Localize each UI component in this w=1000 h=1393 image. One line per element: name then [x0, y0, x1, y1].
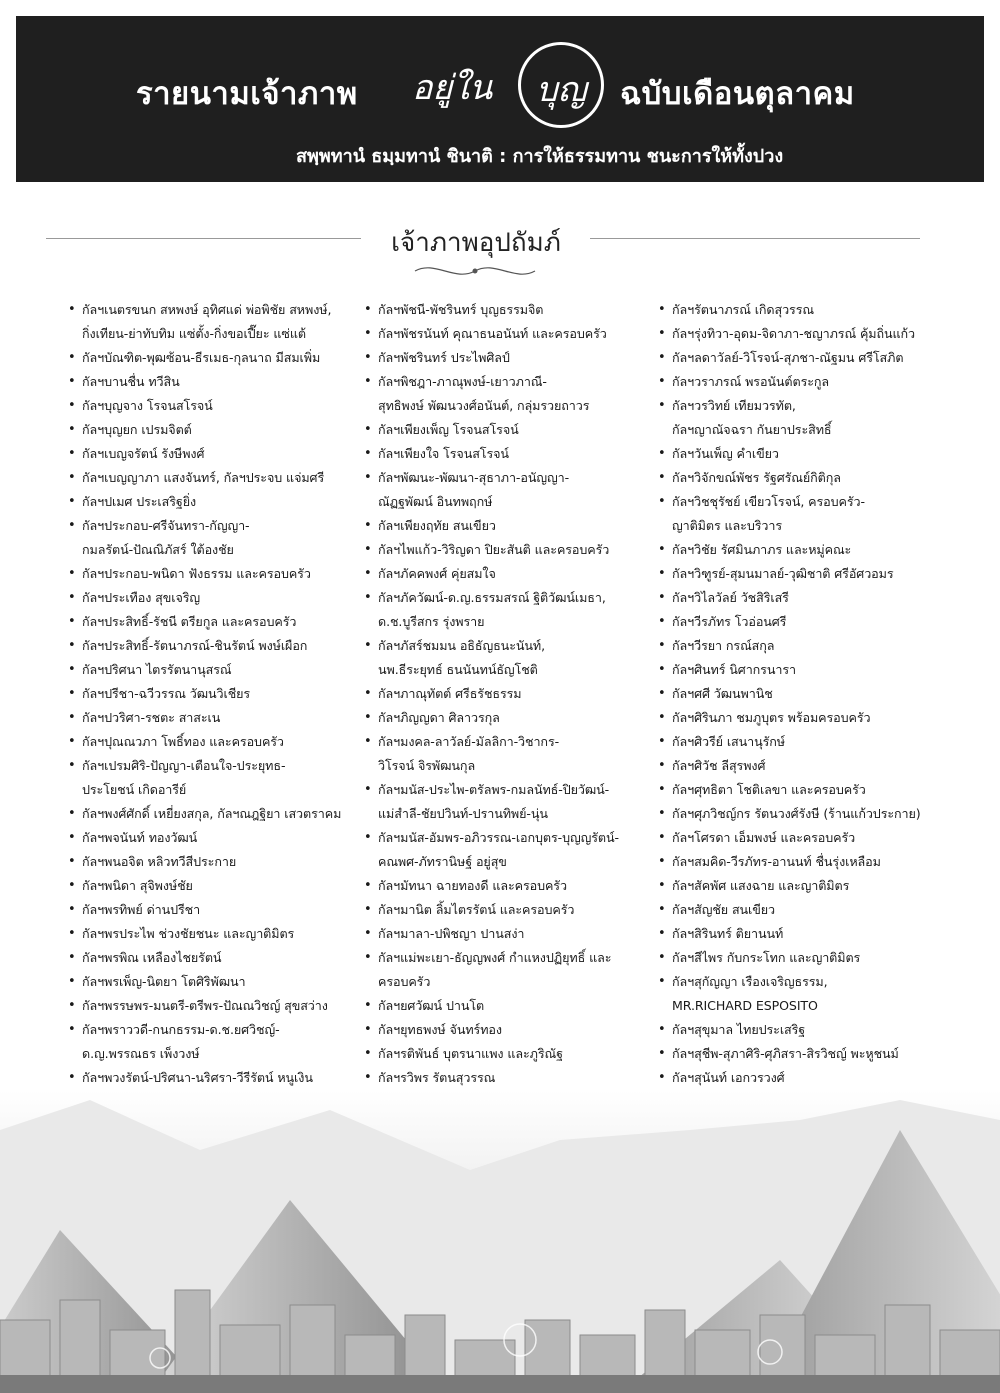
magazine-logo	[398, 38, 624, 130]
sponsor-name-item: • กัลฯรุ่งทิวา-อุดม-จิดาภา-ชญาภรณ์ คุ้มถิ่นแก้ว	[656, 322, 956, 346]
sponsor-name-item: • กัลฯปรีชา-ฉวีวรรณ วัฒนวิเชียร	[66, 682, 366, 706]
sponsor-name-item: • กัลฯภิญญดา ศิลาวรกุล	[362, 706, 662, 730]
sponsor-name-item: • กัลฯยศวัฒน์ ปานโต	[362, 994, 662, 1018]
sponsor-name-item: • กัลฯปริศนา ไตรรัตนานุสรณ์	[66, 658, 366, 682]
sponsor-name-item: • กัลฯวันเพ็ญ คำเขียว	[656, 442, 956, 466]
sponsor-name-item: • กัลฯพนิดา สุจิพงษ์ชัย	[66, 874, 366, 898]
sponsor-name-item: • กัลฯวีรยา กรณ์สกุล	[656, 634, 956, 658]
sponsor-name-item: • กัลฯภาณุทัตต์ ศรีธรัชธรรม	[362, 682, 662, 706]
sponsor-name-item: • กัลฯสีไพร กับกระโทก และญาติมิตร	[656, 946, 956, 970]
sponsor-name-item: • กัลฯภัสร์ชมมน อธิธัญธนะนันท์, นพ.ธีระยุทธ์ ธนนันทน์ธัญโชติ	[362, 634, 662, 682]
sponsor-name-item: • กัลฯสิรินทร์ ติยานนท์	[656, 922, 956, 946]
sponsor-name-item: • กัลฯภัคคพงศ์ คุ่ยสมใจ	[362, 562, 662, 586]
sponsor-name-item: • กัลฯพจนันท์ ทองวัฒน์	[66, 826, 366, 850]
flourish-ornament-icon	[410, 260, 540, 282]
sponsor-name-item: • กัลฯบุญจาง โรจนสโรจน์	[66, 394, 366, 418]
sponsor-name-item: • กัลฯภัควัฒน์-ด.ญ.ธรรมสรณ์ ฐิติวัฒน์เมธา, ด.ช.บูรีสกร รุ่งพราย	[362, 586, 662, 634]
sponsor-name-item: • กัลฯโศรดา เอ็มพงษ์ และครอบครัว	[656, 826, 956, 850]
header-title-left: รายนามเจ้าภาพ	[136, 76, 358, 112]
sponsor-name-item: • กัลฯวราภรณ์ พรอนันต์ตระกูล	[656, 370, 956, 394]
sponsor-name-item: • กัลฯพวงรัตน์-ปริศนา-นริศรา-วีรีรัตน์ หนูเงิน	[66, 1066, 366, 1090]
sponsor-name-item: • กัลฯศิวรีย์ เสนานุรักษ์	[656, 730, 956, 754]
sponsor-name-item: • กัลฯไพแก้ว-วิริญดา ปิยะสันติ และครอบครัว	[362, 538, 662, 562]
sponsor-name-item: • กัลฯศุภวิชญ์กร รัตนวงศ์รังษี (ร้านแก้วประกาย)	[656, 802, 956, 826]
sponsor-name-item: • กัลฯบุญยก เปรมจิตต์	[66, 418, 366, 442]
sponsor-name-item: • กัลฯรติพันธ์ บุตรนาแพง และภูริณัฐ	[362, 1042, 662, 1066]
sponsor-name-item: • กัลฯวิชัย รัศมินภาภร และหมู่คณะ	[656, 538, 956, 562]
sponsor-name-item: • กัลฯวิไลวัลย์ วัชสิริเสรี	[656, 586, 956, 610]
sponsor-name-item: • กัลฯมาลา-ปพิชญา ปานสง่า	[362, 922, 662, 946]
sponsor-name-item: • กัลฯยุทธพงษ์ จันทร์ทอง	[362, 1018, 662, 1042]
sponsor-name-item: • กัลฯประเทือง สุขเจริญ	[66, 586, 366, 610]
sponsor-name-item: • กัลฯลดาวัลย์-วิโรจน์-สุภชา-ณัฐมน ศรีโสภิต	[656, 346, 956, 370]
sponsor-name-item: • กัลฯเบญญาภา แสงจันทร์, กัลฯประจบ แจ่มศรี	[66, 466, 366, 490]
pyramid-city-illustration	[0, 1090, 1000, 1393]
sponsor-name-item: • กัลฯรวิพร รัตนสุวรรณ	[362, 1066, 662, 1090]
sponsor-name-item: • กัลฯพัชรนันท์ คุณาธนอนันท์ และครอบครัว	[362, 322, 662, 346]
sponsor-name-item: • กัลฯสัญชัย สนเขียว	[656, 898, 956, 922]
sponsor-name-item: • กัลฯพรรษพร-มนตรี-ตรีพร-ปัณณวิชญ์ สุขสว่าง	[66, 994, 366, 1018]
sponsor-name-item: • กัลฯมนัส-ประไพ-ตรัลพร-กมลนัทธ์-ปิยวัฒน์- แม่สำลี-ชัยปวินท์-ปรานทิพย์-นุ่น	[362, 778, 662, 826]
sponsor-name-item: • กัลฯศินทร์ นิศากรนารา	[656, 658, 956, 682]
sponsor-name-item: • กัลฯมนัส-อัมพร-อภิวรรณ-เอกบุตร-บุญญรัตน์- คณพศ-ภัทรานิษฐ์ อยู่สุข	[362, 826, 662, 874]
heading-rule-right	[590, 238, 920, 239]
sponsor-name-item: • กัลฯวีรภัทร โวอ่อนศรี	[656, 610, 956, 634]
header-title-right: ฉบับเดือนตุลาคม	[620, 76, 855, 112]
sponsor-name-item: • กัลฯศุทธิตา โชติเลขา และครอบครัว	[656, 778, 956, 802]
sponsor-name-item: • กัลฯปเมศ ประเสริฐยิ่ง	[66, 490, 366, 514]
sponsor-name-item: • กัลฯประกอบ-ศรีจันทรา-กัญญา- กมลรัตน์-ปัณณิภัสร์ ใต้องชัย	[66, 514, 366, 562]
sponsor-name-item: • กัลฯมงคล-ลาวัลย์-มัลลิกา-วิชากร- วิโรจน์ จิรพัฒนกุล	[362, 730, 662, 778]
sponsor-name-item: • กัลฯพัชรินทร์ ประไพศิลป์	[362, 346, 662, 370]
sponsor-name-item: • กัลฯวิจักขณ์พัชร รัฐศรัณย์กิติกุล	[656, 466, 956, 490]
sponsor-name-item: • กัลฯสุชีพ-สุภาศิริ-ศุภิสรา-สิรวิชญ์ พะหูชนม์	[656, 1042, 956, 1066]
sponsor-name-item: • กัลฯแม่พะเยา-ธัญญพงศ์ กำแหงปฏิยุทธิ์ และครอบครัว	[362, 946, 662, 994]
sponsor-column-2	[362, 298, 662, 1114]
sponsor-name-item: • กัลฯพิชฎา-ภาณุพงษ์-เยาวภาณี- สุทธิพงษ์ พัฒนวงศ์อนันต์, กลุ่มรวยถาวร	[362, 370, 662, 418]
sponsor-name-item: • กัลฯเปรมศิริ-ปัญญา-เตือนใจ-ประยุทธ- ประโยชน์ เกิดอารีย์	[66, 754, 366, 802]
heading-rule-left	[46, 238, 361, 239]
sponsor-name-item: • กัลฯสัคพัศ แสงฉาย และญาติมิตร	[656, 874, 956, 898]
sponsor-name-item: • กัลฯพรเพ็ญ-นิตยา โตศิริพัฒนา	[66, 970, 366, 994]
sponsor-name-item: • กัลฯประสิทธิ์-รัตนาภรณ์-ชินรัตน์ พงษ์เผือก	[66, 634, 366, 658]
sponsor-name-item: • กัลฯเพียงเพ็ญ โรจนสโรจน์	[362, 418, 662, 442]
sponsor-name-item: • กัลฯมัทนา ฉายทองดี และครอบครัว	[362, 874, 662, 898]
sponsor-column-3	[656, 298, 956, 1090]
sponsor-name-item: • กัลฯพรพิณ เหลืองไชยรัตน์	[66, 946, 366, 970]
sponsor-column-1	[66, 298, 366, 1090]
sponsor-name-item: • กัลฯพราววดี-กนกธรรม-ด.ช.ยศวิชญ์- ด.ญ.พรรณธร เพ็งวงษ์	[66, 1018, 366, 1066]
sponsor-name-item: • กัลฯศศี วัฒนพานิช	[656, 682, 956, 706]
logo-number: บุญ	[536, 70, 587, 110]
sponsor-name-item: • กัลฯสุกัญญา เรืองเจริญธรรม, MR.RICHARD ESPOSITO	[656, 970, 956, 1018]
sponsor-name-item: • กัลฯปวริศา-รชตะ สาสะเน	[66, 706, 366, 730]
sponsor-name-item: • กัลฯพงศ์ศักดิ์ เหยี่ยงสกุล, กัลฯณฎฐิยา เสวตราคม	[66, 802, 366, 826]
sponsor-name-item: • กัลฯพรทิพย์ ด่านปรีชา	[66, 898, 366, 922]
sponsor-name-item: • กัลฯรัตนาภรณ์ เกิดสุวรรณ	[656, 298, 956, 322]
sponsor-name-item: • กัลฯเพียงฤทัย สนเขียว	[362, 514, 662, 538]
sponsor-name-item: • กัลฯวิชชุรัชย์ เขียวโรจน์, ครอบครัว- ญาติมิตร และบริวาร	[656, 490, 956, 538]
sponsor-name-item: • กัลฯวรวิทย์ เทียมวรทัต, กัลฯญาณัจฉรา กันยาประสิทธิ์	[656, 394, 956, 442]
section-title: เจ้าภาพอุปถัมภ์	[391, 228, 561, 258]
header-banner	[16, 16, 984, 182]
sponsor-name-item: • กัลฯมานิต ลิ้มไตรรัตน์ และครอบครัว	[362, 898, 662, 922]
sponsor-name-item: • กัลฯปุณณวภา โพธิ์ทอง และครอบครัว	[66, 730, 366, 754]
sponsor-name-item: • กัลฯพัชนี-พัชรินทร์ บุญธรรมจิต	[362, 298, 662, 322]
sponsor-name-item: • กัลฯสุขุมาล ไทยประเสริฐ	[656, 1018, 956, 1042]
sponsor-name-item: • กัลฯศิวัช ลีสุรพงศ์	[656, 754, 956, 778]
header-subtitle: สพฺพทานํ ธมฺมทานํ ชินาติ : การให้ธรรมทาน ชนะการให้ทั้งปวง	[296, 146, 784, 167]
sponsor-name-item: • กัลฯสุนันท์ เอกวรวงศ์	[656, 1066, 956, 1090]
sponsor-name-item: • กัลฯพัฒนะ-พัฒนา-สุธาภา-อนัญญา- ณัฏฐพัฒน์ อินทพฤกษ์	[362, 466, 662, 514]
sponsor-name-item: • กัลฯพรประไพ ช่วงชัยชนะ และญาติมิตร	[66, 922, 366, 946]
sponsor-name-item: • กัลฯเพียงใจ โรจนสโรจน์	[362, 442, 662, 466]
sponsor-name-item: • กัลฯประสิทธิ์-รัชนี ตรียกูล และครอบครัว	[66, 610, 366, 634]
sponsor-name-item: • กัลฯเบญจรัตน์ รังษีพงศ์	[66, 442, 366, 466]
sponsor-name-item: • กัลฯบานชื่น ทวีสิน	[66, 370, 366, 394]
sponsor-name-item: • กัลฯสมคิด-วีรภัทร-อานนท์ ชื่นรุ่งเหลือม	[656, 850, 956, 874]
sponsor-name-item: • กัลฯเนตรขนก สหพงษ์ อุทิศแด่ พ่อพิชัย สหพงษ์, กิ่งเทียน-ย่าทับทิม แซ่ตั้ง-กิ่งขอเปี๊ยะ แซ่แต้	[66, 298, 366, 346]
section-heading	[0, 220, 1000, 280]
logo-word: อยู่ใน	[412, 68, 493, 108]
sponsor-name-item: • กัลฯบัณฑิต-พุฒซ้อน-ธีรเมธ-กุลนาถ มีสมเพิ่ม	[66, 346, 366, 370]
sponsor-name-item: • กัลฯศิรินภา ชมภูบุตร พร้อมครอบครัว	[656, 706, 956, 730]
sponsor-name-item: • กัลฯพนอจิต หลิวทวีสีประกาย	[66, 850, 366, 874]
sponsor-name-item: • กัลฯวิฑูรย์-สุมนมาลย์-วุฒิชาติ ศรีอัศวอมร	[656, 562, 956, 586]
sponsor-name-item: • กัลฯประกอบ-พนิดา ฟังธรรม และครอบครัว	[66, 562, 366, 586]
